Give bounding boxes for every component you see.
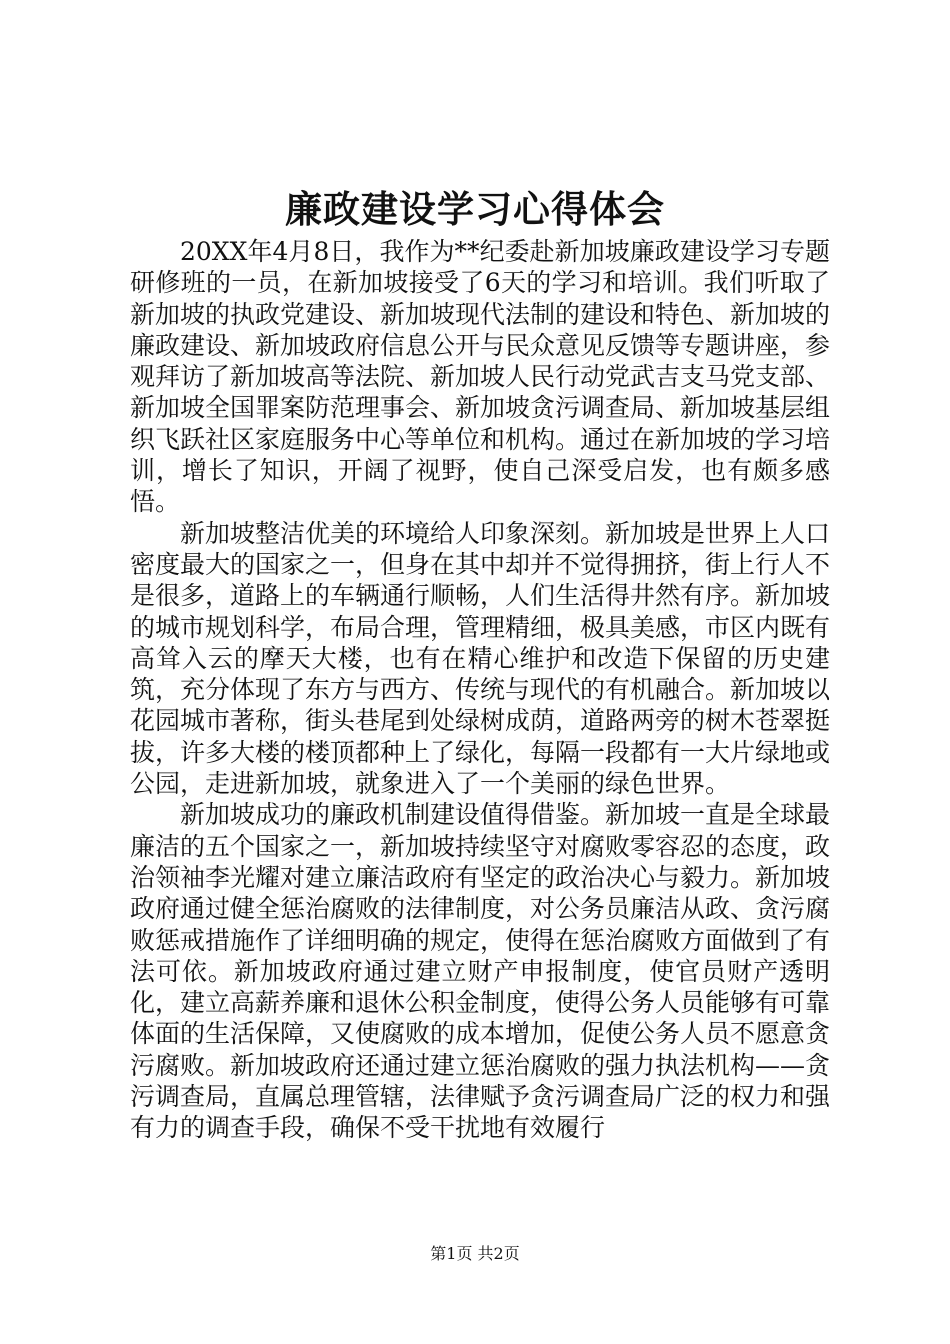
paragraph-3: 新加坡成功的廉政机制建设值得借鉴。新加坡一直是全球最廉洁的五个国家之一，新加坡持续坚守对腐败零容忍的态度，政治领袖李光耀对建立廉洁政府有坚定的政治决心与毅力。新加坡政府通过健全惩治腐败的法律制度，对公务员廉洁从政、贪污腐败惩戒措施作了详细明确的规定，使得在惩治腐败方面做到了有法可依。新加坡政府通过建立财产申报制度，使官员财产透明化，建立高薪养廉和退休公积金制度，使得公务人员能够有可靠体面的生活保障，又使腐败的成本增加，促使公务人员不愿意贪污腐败。新加坡政府还通过建立惩治腐败的强力执法机构——贪污调查局，直属总理管辖，法律赋予贪污调查局广泛的权力和强有力的调查手段，确保不受干扰地有效履行 [130, 800, 831, 1143]
paragraph-1: 20XX年4月8日，我作为**纪委赴新加坡廉政建设学习专题研修班的一员，在新加坡接受了6天的学习和培训。我们听取了新加坡的执政党建设、新加坡现代法制的建设和特色、新加坡的廉政建设、新加坡政府信息公开与民众意见反馈等专题讲座，参观拜访了新加坡高等法院、新加坡人民行动党武吉支马党支部、新加坡全国罪案防范理事会、新加坡贪污调查局、新加坡基层组织飞跃社区家庭服务中心等单位和机构。通过在新加坡的学习培训，增长了知识，开阔了视野，使自己深受启发，也有颇多感悟。 [130, 237, 831, 517]
page-number: 第1页 [430, 1244, 473, 1263]
document-title: 廉政建设学习心得体会 [285, 187, 665, 231]
document-body [130, 236, 830, 1144]
page-total: 共2页 [477, 1244, 520, 1263]
paragraph-2: 新加坡整洁优美的环境给人印象深刻。新加坡是世界上人口密度最大的国家之一，但身在其中却并不觉得拥挤，街上行人不是很多，道路上的车辆通行顺畅，人们生活得井然有序。新加坡的城市规划科学，布局合理，管理精细，极具美感，市区内既有高耸入云的摩天大楼，也有在精心维护和改造下保留的历史建筑，充分体现了东方与西方、传统与现代的有机融合。新加坡以花园城市著称，街头巷尾到处绿树成荫，道路两旁的树木苍翠挺拔，许多大楼的楼顶都种上了绿化，每隔一段都有一大片绿地或公园，走进新加坡，就象进入了一个美丽的绿色世界。 [130, 518, 831, 799]
page-footer [0, 1244, 950, 1264]
